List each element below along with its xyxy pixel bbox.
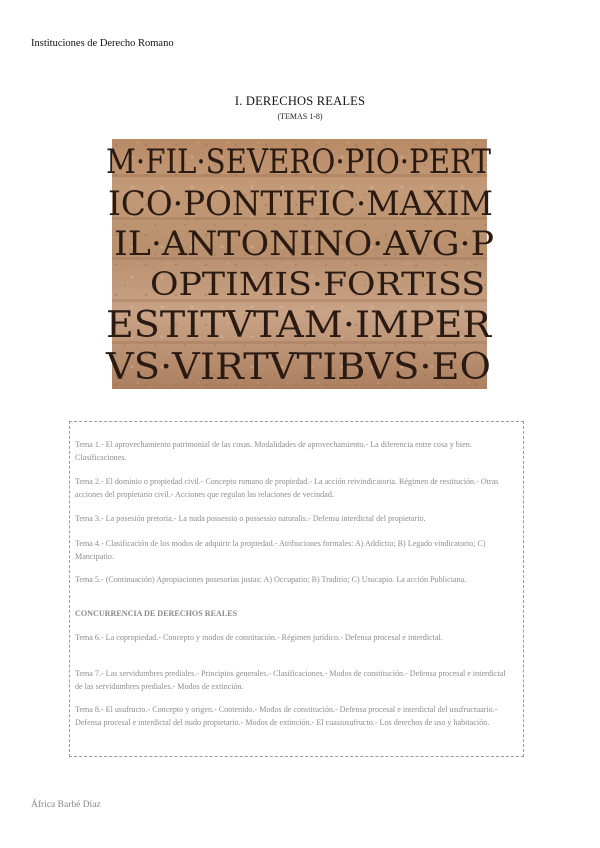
inscription-line-2: ICO·PONTIFIC·MAXIM [108, 184, 493, 224]
inscription-line-3: IL·ANTONINO·AVG·P [114, 224, 495, 264]
inscription-line-5: ESTITVTAM·IMPER [106, 305, 492, 346]
inscription-line-1: M·FIL·SEVERO·PIO·PERT [106, 142, 492, 182]
topic-7: Tema 7.- Las servidumbres prediales.- Principios generales.- Clasificaciones.- Modos de constitución.- Defensa procesal e interdictal de las servidumbres prediales.- Modos de extinción. [75, 669, 506, 691]
topic-6: Tema 6.- La copropiedad.- Concepto y modos de constitución.- Régimen jurídico.- Defensa procesal e interdictal. [75, 633, 443, 642]
topic-1: Tema 1.- El aprovechamiento patrimonial de las cosas. Modalidades de aprovechamiento.- La diferencia entre cosa y bien. Clasificaciones. [75, 440, 472, 462]
topic-5: Tema 5.- (Continuación) Apropiaciones posesorias justas: A) Occupatio; B) Traditio; C) Usucapio. La acción Publiciana. [75, 575, 467, 584]
topic-8: Tema 8.- El usufructo.- Concepto y origen.- Contenido.- Modos de constitución.- Defensa procesal e interdictal del usufructuario.- Defensa procesal e interdictal del nudo propietario.- Modos de extinción.- El cuasiusufructo.- Los derechos de uso y habitación. [75, 705, 498, 727]
topic-3: Tema 3.- La posesión pretoria.- La nuda possessio o possessio naturalis.- Defensa interdictal del propietario. [75, 514, 426, 523]
topics-list-box [69, 421, 524, 757]
inscription-line-4: OPTIMIS·FORTISS [150, 265, 485, 303]
running-header-title: Instituciones de Derecho Romano [31, 38, 174, 49]
topic-2: Tema 2.- El dominio o propiedad civil.- Concepto romano de propiedad.- La acción reivindicatoria. Régimen de restitución.- Otras acciones del propietario civil.- Acciones que regulan las relaciones de vecindad. [75, 477, 499, 499]
footer-author: África Barbé Díaz [31, 800, 101, 810]
document-subtitle: (TEMAS 1-8) [277, 112, 323, 121]
inscription-line-6: VS·VIRTVTIBVS·EO [104, 347, 491, 388]
topic-4: Tema 4.- Clasificación de los modos de adquirir la propiedad.- Atribuciones formales: A) Addictio; B) Legado vindicatorio; C) Mancipatio. [75, 539, 486, 561]
document-title: I. DERECHOS REALES [234, 94, 366, 108]
section-heading-concurrencia: CONCURRENCIA DE DERECHOS REALES [75, 609, 238, 618]
roman-inscription-image [104, 139, 495, 389]
